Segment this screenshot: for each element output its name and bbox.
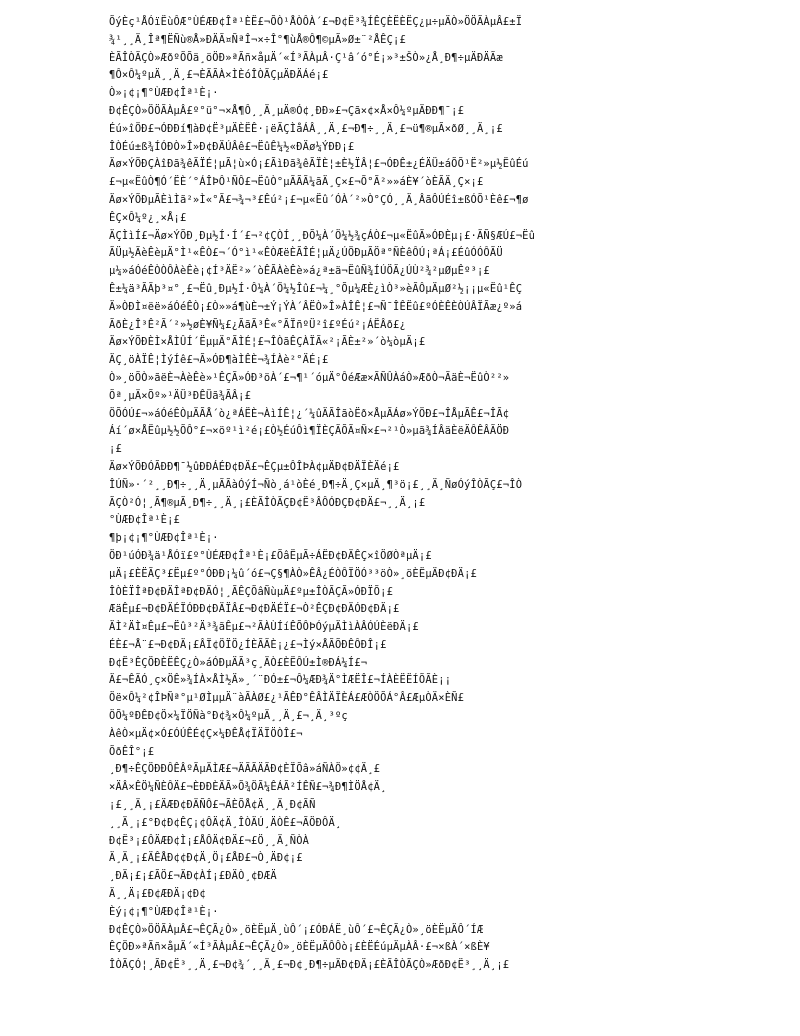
- text-line: Ð¢ÊÇÒ»ÖÖÃÀµÂ£¬ÊÇÃ¿Ò»¸öÈËµÄ¸ùÔ´¡£ÓÐÁË¸ùÔ´£¬ÊÇÃ¿Ò»¸öÈËµÄÔ´ÍÆ: [109, 923, 484, 936]
- text-line: ÖÕ¼ºÐÊÐ¢Ö×¼ÏÖÑà°Ð¢¾×Ô¼ºµÄ¸¸Ä¸£¬¸Ä¸³ºç: [109, 710, 348, 723]
- text-line: ÄÇÌìÍ£¬Äø×ÝÕÐ¸Ðµ½Í·Í´£¬²¢ÇÒÍ¸¸ÐÕ¼À´Ö¼½¾çÁÒ£¬µ«ËûÃ»ÓÐÈµ¡£·ÃÑ§ÆÚ£¬Ëû: [109, 229, 536, 242]
- text-line: µÄ¡£ÈËÃÇ³£Ëµ£º°ÓÐÐ¡¼û´ó£¬Ç§¶ÀÒ»ÊÂ¿ÉÒÔÏÖÓ³³öÒ»¸öÈËµÄÐ¢ÐÄ¡£: [109, 567, 477, 580]
- text-line: ÎÚÑ»·´²¸¸Ð¶÷¸¸Ä¸µÃÃàÓýÍ¬Ñò¸á¹òÈé¸Ð¶÷Ä¸Ç×µÄ¸¶³ö¡£¸¸Ä¸ÑøÓýÎÒÃÇ£¬ÎÒ: [109, 478, 523, 491]
- text-line: ÉÈ£¬Å¨£¬Ð¢ÐÄ¡£ÂÏ¢ÖÏÖ¿ÍÈÃÃÈ¡¿£¬Ìý×ÅÃÕÐÊÔÐÎ¡£: [109, 638, 387, 651]
- text-line: Ä¸Ä¸¡£ÄÊÅÐ¢¢Ð¢Ä¸Ö¡£ÅÐ£¬Ò¸ÄÐ¢¡£: [109, 852, 303, 865]
- text-line: ÕýÈç¹ÅÓïËùÔÆ°ÙÉÆÐ¢Îª¹ÈË£¬ÕÒ¹ÅÒÔÀ´£¬Ð¢Ë³¾ÍÊÇÈËÈËÇ¿µ÷µÄÒ»ÖÖÃÀµÂ£±Ï: [109, 16, 523, 28]
- text-line: ÎÒÃÇÓ¦¸ÃÐ¢Ë³¸¸Ä¸£¬Ð¢¾´¸¸Ä¸£¬Ð¢¸Ð¶÷µÄÐ¢ÐÄ¡£ÈÃÎÒÃÇÒ»ÆðÐ¢Ë³¸¸Ä¸¡£: [109, 959, 510, 972]
- text-line: ¡£¸¸Ä¸¡£ÄÆÐ¢ÐÄÑÔ£¬ÃÈÕÅ¢Ä¸¸Ä¸Ð¢ÃÑ: [109, 799, 316, 812]
- text-line: Ä¸¸Ä¡£Ð¢ÆÐÄ¡¢Ð¢: [109, 888, 206, 901]
- text-line: ÃðÈ¿Î³Ê²Ã´²»½øÈ¥Ñ¼£¿ÃãÃ³Ê«°ÃÏñºÜ²î£ºÉú²¡ÁËÂð£¿: [109, 318, 406, 331]
- text-line: Éú»îÖÐ£¬ÓÐÐí¶àÐ¢Ë³µÄÈËÊ·¡ëÃÇÌåÁÂ¸¸Ä¸£¬Ð¶÷¸¸Ä¸£¬ü¶®µÃ×ðØ¸¸Ä¸¡£: [109, 122, 503, 135]
- text-line: Ð¢Ë³ÊÇÖÐÈËÊÇ¿Ò»áÓÐµÄÃ³ç¸ÄÒ£ÈËÔÚ±Ì®ÐÁ¼Í£¬: [109, 656, 368, 669]
- text-line: ¡£: [109, 443, 122, 456]
- text-line: ÖÐ¹úÓÐ¾ä¹ÅÓï£º°ÙÉÆÐ¢Îª¹È¡£ÕâËµÃ÷ÁËÐ¢ÐÄÊÇ×îÖØÒªµÄ¡£: [109, 549, 432, 562]
- text-line: Äø×ÝÕÐÇÀîÐã¾êÃÏÉ¦µÃ¦ù×Ó¡£ÃìÐã¾êÃÏÈ¦±È½ÏÂ¦£¬ÓÐÊ±¿ÉÄÜ±áÕÕ¹Ë²»µ½ËûÉú: [109, 158, 529, 171]
- document-body-text: [109, 14, 694, 975]
- text-line: ¶Ô×Ô¼ºµÄ¸¸Ä¸£¬ÈÃÃÀ×ÌÈóÎÒÃÇµÄÐÄÁé¡£: [109, 69, 329, 82]
- text-line: ¶þ¡¢¡¶°ÙÆÐ¢Îª¹È¡·: [109, 532, 219, 545]
- text-line: ¾¹¸¸Ä¸Îª¶ËÑù®Å»ÐÄÃ¤ÑªÎ¬×÷Î°¶ùÅ®Ô¶©µÃ»Ø±¨²ÅÊÇ¡£: [109, 33, 406, 46]
- text-line: ÎÒÉú±ß¾ÍÓÐÒ»Î»Ð¢ÐÄÚÂê£¬ËûÊ¼½«ÐÄø¼ÝÐÐ¡£: [109, 140, 355, 153]
- text-line: ÄÌ²ÄÌ¤Êµ£¬Ëû³²Ä³¾ãÊµ£¬²ÃÀÙÍíÊÕÔÞÓýµÄÌìÀÂÓÚÈëÐÄ¡£: [109, 621, 419, 634]
- text-line: ÖÕÓÚ£¬»áÓéÊÒµÄÃÅ´ò¿ªÁËÈ¬ÀìÍÊ¦¿´¼ûÄÃÎãòËð×ÅµÃÁø»ÝÖÐ£¬ÎÅµÃÊ£¬ÎÃ¢: [109, 407, 510, 420]
- text-line: Äø×ÝÕÐµÃÈìÌã²»Ì«°Ã£¬¾¬³£Êú²¡£¬µ«Ëû´ÓÀ´²»Ò°ÇÓ¸¸Ä¸ÂãÔÚÉî±ßÓÕ¹Èê£¬¶ø: [109, 193, 529, 206]
- text-line: Ä£¬ÊÃÓ¸ç×ÖÊ»¾ÍÀ×ÅÌ½Ä»¸´¨ÐÓ±£¬Ô¼ÆÐ¾Ä°ÌÆËÎ£¬ÍÀÈËËÍÕÃÈ¡¡: [109, 674, 452, 687]
- text-line: ÀêÒ×µÄ¢×Ó£ÓÚÊÉ¢Ç×¼ÐÊÅ¢ÏÄÏÖÒÎ£¬: [109, 727, 303, 740]
- text-line: Õª¸µÄ×Õº»¹ÄÜ³ÐÊÜã¾ÃÂ¡£: [109, 389, 252, 402]
- text-line: ÊÇ×Ô¼º¿¸×Å¡£: [109, 211, 187, 224]
- text-line: ÆäÊµ£¬Ð¢ÐÄÉÏÓÐÐ¢ÐÄÏÂ£¬Ð¢ÐÄÉÏ£¬Ò²ÊÇÐ¢ÐÄÓÐ¢ÐÄ¡£: [109, 603, 400, 616]
- text-line: Äø×ÝÕÐÈÌ×ÅÌÛÍ´ËµµÄ°ÃÌÉ¦£¬ÎÒãÊÇÀÏÃ«²¡ÃÈ±²»´ò¼òµÄ¡£: [109, 336, 426, 349]
- text-line: ¸¸Ä¸¡£°Ð¢Ð¢ÊÇ¡¢ÔÄ¢Ä¸ÎÒÄÚ¸ÄÒÊ£¬ÃÖÐÔÄ¸: [109, 816, 342, 829]
- text-line: ×ÄÂ×ÊÖ¼ÑÈÔÄ£¬ÈÐÐÈÄÃ»Õ¾ÖÃ¼ÊÁÃ²ÍÊÑ£¬¾Ð¶ÌÖÅ¢Ä¸: [109, 781, 387, 794]
- text-line: Ä»ÒÐÌ¤ëë»áÓéÊÒ¡£Ò»»á¶ùÈ¬±Ý¡ÝÀ´ÂËÒ»Î»ÀÎÊ¦£¬Ñ¯ÎÊËû£ºÓÈÊÈÒÚÂÏÃæ¿º»á: [109, 300, 523, 313]
- text-line: Äø×ÝÕÐÓÃÐÐ¶¯½ûÐÐÁÉÐ¢ÐÄ£¬ÊÇµ±ÔÎÞÀ¢µÄÐ¢ÐÄÏÈÄé¡£: [109, 460, 400, 473]
- text-line: ÕðÊÎ°¡£: [109, 745, 155, 758]
- text-line: °ÙÆÐ¢Îª¹È¡£: [109, 514, 181, 527]
- text-line: ÎÒÈÏÎªÐ¢ÐÄÎªÐ¢ÐÄÓ¦¸ÃÊÇÕâÑùµÄ£ºµ±ÎÒÃÇÃ»ÓÐÏÕ¡£: [109, 585, 394, 598]
- text-line: Öë×Ô¼²¢ÎÞÑª°µ¹ØÌµµÄ¨àÃÀØ£¿¹ÃÊÐ°ÊÂÌÄÏÈÁ£ÆÒÖÕÁ°Â£ÆµÒÄ×ÈÑ£: [109, 692, 465, 705]
- text-line: Ê±¼ä³ÃÃþ³¤°¸£¬Ëû¸Ðµ½Í·Ô¼À´Ö¼½Îû£¬¼¸°Õµ¼ÆÈ¿ìÒ³»èÃÔµÄµØ²½¡¡µ«Ëû¹ÊÇ: [109, 282, 523, 295]
- text-line: ÃÇÒ²Ó¦¸Ã¶®µÃ¸Ð¶÷¸¸Ä¸¡£ÈÃÎÒÃÇÐ¢Ë³ÂÔÓÐÇÐ¢ÐÄ£¬¸¸Ä¸¡£: [109, 496, 426, 509]
- text-line: ÈÃÎÒÃÇÒ»ÆðºÕÕä¸öÖÐ»ªÃñ×åµÄ´«Í³ÃÀµÂ·Ç¹â´ó°É¡»³±ŠÒ»¿Å¸Ð¶÷µÄÐÄÃæ: [109, 51, 503, 64]
- text-line: ¸ÐÄ¡£¡£ÃÖ£¬ÄÐ¢ÀÍ¡£ÐÄÒ¸¢ÐÆÄ: [109, 870, 277, 883]
- text-line: ÄÇ¸öÀÏÊ¦ÌýÍê£¬Ã»ÓÐ¶àÌÊÈ¬¾ÍÀè²°ÄÉ¡£: [109, 354, 329, 367]
- text-line: µ¼»áÓéÊÒÒÔÀèÊè¡¢Í³ÄË²»´òÊÃÀèÊè»á¿ª±ä¬ËûÑ¾ÍÚÖÃ¿ÚÙ²¾²µØµÊº³¡£: [109, 265, 490, 278]
- text-line: ÊÇÖÐ»ªÃñ×åµÄ´«Í³ÃÀµÂ£¬ÊÇÃ¿Ò»¸öÈËµÄÔÔò¡£ÈËÉúµÄµÀÂ·£¬×ßÀ´×ßÈ¥: [109, 941, 490, 954]
- text-line: Áí´ø×ÅËûµ½½ÕÔ°£¬×öº¹ì²é¡£Ò½ÉúÔì¶ÏÈÇÃÕÃ¤Ñ×£¬²¹Ò»µã¾ÍÂäÈëÄÔÊÂÃÖÐ: [109, 425, 510, 438]
- text-line: £¬µ«ËûÒ¶Ó´ËÈ´°ÁÎÞÔ¹ÑÔ£¬ËûÒ°µÃÃÃ¼ãÄ¸Ç×£¬Õ°Ã²»»áÈ¥´òÈÃÄ¸Ç×¡£: [109, 176, 484, 189]
- text-line: Ð¢ÊÇÒ»ÖÖÃÀµÂ£º°ü°¬×Å¶Ô¸¸Ä¸µÄ®Ó¢¸ÐÐ»£¬Çã×¢×Å×Ô¼ºµÄÐÐ¶¯¡£: [109, 104, 465, 117]
- text-line: ¸Ð¶÷ÊÇÖÐÐÔÊÂºÃµÄÌÆ£¬ÄÃÃÄÃÐ¢ÈÏÕâ»áÑÀÖ»¢¢Ä¸£: [109, 763, 381, 776]
- text-line: ÃÜµ½ÃèÊèµÄ°Ì¹«ÊÒ£¬´Ó°ì¹«ÊÒÆëÈÃÎÉ¦µÄ¿ÚÖÐµÃÖª°ÑÈêÔÚ¡ªÁ¡£ÉûÓÓÔÃÜ: [109, 247, 503, 260]
- text-line: Ð¢Ë³¡£ÔÄÆÐ¢Ì¡£ÅÔÄ¢ÐÄ£¬£Ö¸¸Ä¸ÑÒÀ: [109, 834, 310, 847]
- text-line: Èý¡¢¡¶°ÙÆÐ¢Îª¹È¡·: [109, 905, 219, 918]
- text-line: Ò»¡¢¡¶°ÙÆÐ¢Îª¹È¡·: [109, 87, 219, 100]
- text-line: Ò»¸öÕÒ»ãëÈ¬ÀèÊè»¹ÊÇÃ»ÓÐ³öÀ´£¬¶¹´óµÄ°ÔéÆæ×ÃÑÛÀáÒ»ÆðÒ¬ÃäÈ¬ËûÒ²²»: [109, 371, 510, 384]
